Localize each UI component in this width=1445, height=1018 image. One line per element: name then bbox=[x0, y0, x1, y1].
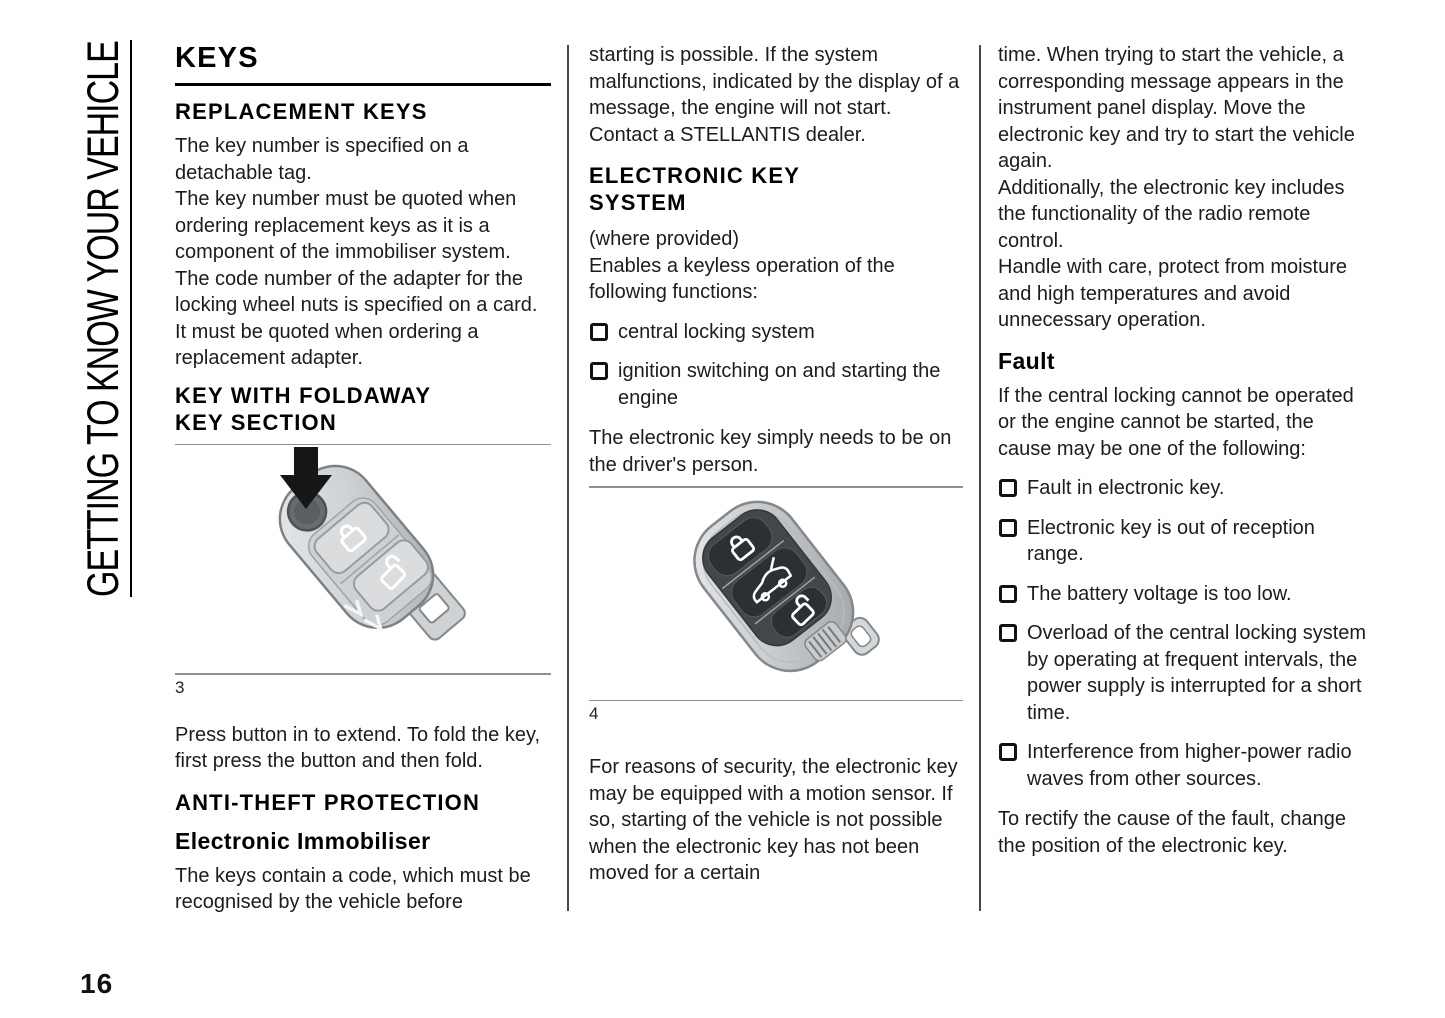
subsection-heading-immobiliser: Electronic Immobiliser bbox=[175, 827, 431, 854]
heading-line: ELECTRONIC KEY bbox=[589, 163, 801, 188]
subsection-heading-fault: Fault bbox=[998, 347, 1055, 374]
square-bullet-icon bbox=[999, 519, 1017, 537]
square-bullet-icon bbox=[590, 362, 608, 380]
paragraph: Enables a keyless operation of the following functions: bbox=[589, 254, 895, 303]
paragraph: If the central locking cannot be operated or the engine cannot be started, the cause may be one of the following: bbox=[998, 384, 1354, 460]
column-divider bbox=[979, 45, 981, 911]
paragraph: The keys contain a code, which must be recognised by the vehicle before bbox=[175, 864, 531, 913]
list-item-text: central locking system bbox=[618, 320, 815, 343]
column-right bbox=[998, 42, 1371, 859]
figure-bottom-rule bbox=[175, 673, 551, 675]
list-item bbox=[998, 739, 1371, 792]
list-item bbox=[589, 319, 963, 346]
chapter-title: KEYS bbox=[175, 42, 259, 74]
square-bullet-icon bbox=[999, 479, 1017, 497]
list-item-text: Fault in electronic key. bbox=[1027, 477, 1225, 499]
paragraph: (where provided) bbox=[589, 228, 740, 250]
electronic-key-illustration bbox=[589, 488, 963, 700]
square-bullet-icon bbox=[999, 624, 1017, 642]
list-item bbox=[589, 358, 963, 411]
heading-line: KEY WITH FOLDAWAY bbox=[175, 382, 432, 408]
paragraph: Additionally, the electronic key includes the functionality of the radio remote control. bbox=[998, 176, 1345, 252]
section-heading-foldaway-key bbox=[175, 382, 551, 436]
figure-bottom-rule bbox=[589, 700, 963, 702]
paragraph: Press button in to extend. To fold the key, first press the button and then fold. bbox=[175, 723, 541, 772]
paragraph: The key number is specified on a detachable tag. bbox=[175, 135, 469, 184]
figure-3 bbox=[175, 444, 551, 698]
heading-line: KEY SECTION bbox=[175, 409, 337, 435]
square-bullet-icon bbox=[590, 323, 608, 341]
paragraph: The key number must be quoted when ordering replacement keys as it is a component of the immobiliser system. bbox=[175, 188, 517, 263]
list-item-text: Electronic key is out of reception range. bbox=[1027, 516, 1315, 565]
figure-number: 4 bbox=[589, 704, 599, 723]
list-item bbox=[998, 475, 1371, 502]
section-heading-replacement-keys: REPLACEMENT KEYS bbox=[175, 99, 428, 124]
column-middle bbox=[589, 42, 963, 887]
electronic-key-figure bbox=[589, 488, 963, 700]
page-number: 16 bbox=[80, 968, 114, 999]
column-left bbox=[175, 42, 551, 916]
paragraph: Handle with care, protect from moisture and high temperatures and avoid unnecessary operation. bbox=[998, 256, 1348, 331]
figure-4 bbox=[589, 486, 963, 724]
list-item bbox=[998, 515, 1371, 568]
paragraph: For reasons of security, the electronic key may be equipped with a motion sensor. If so, starting of the vehicle is not possible when the electronic key has not been moved for a certain bbox=[589, 756, 958, 884]
figure-number: 3 bbox=[175, 677, 185, 697]
list-item-text: Interference from higher-power radio waves from other sources. bbox=[1027, 741, 1352, 790]
list-item-text: The battery voltage is too low. bbox=[1027, 582, 1292, 605]
list-item bbox=[998, 581, 1371, 608]
square-bullet-icon bbox=[999, 743, 1017, 761]
paragraph: time. When trying to start the vehicle, a corresponding message appears in the instrument panel display. Move the electronic key and try to start the vehicle again. bbox=[998, 44, 1355, 172]
paragraph: To rectify the cause of the fault, change the position of the electronic key. bbox=[998, 808, 1346, 857]
heading-line: SYSTEM bbox=[589, 190, 687, 215]
title-rule bbox=[175, 83, 551, 86]
list-item-text: ignition switching on and starting the engine bbox=[618, 360, 941, 409]
sidebar-text: GETTING TO KNOW YOUR VEHICLE bbox=[78, 41, 129, 597]
foldaway-key-figure bbox=[175, 445, 551, 673]
column-divider bbox=[567, 45, 569, 911]
square-bullet-icon bbox=[999, 585, 1017, 603]
foldaway-key-illustration bbox=[175, 445, 551, 673]
section-heading-electronic-key-system bbox=[589, 162, 963, 216]
paragraph: starting is possible. If the system malfunctions, indicated by the display of a message, the engine will not start. Contact a STELLANTIS dealer. bbox=[589, 44, 960, 146]
section-heading-anti-theft: ANTI-THEFT PROTECTION bbox=[175, 789, 481, 815]
list-item bbox=[998, 620, 1371, 726]
chapter-sidebar-label bbox=[78, 40, 132, 597]
paragraph: The electronic key simply needs to be on the driver's person. bbox=[589, 427, 952, 476]
list-item-text: Overload of the central locking system by operating at frequent intervals, the power supply is interrupted for a short time. bbox=[1027, 622, 1367, 724]
paragraph: The code number of the adapter for the locking wheel nuts is specified on a card. It must be quoted when ordering a replacement adapter. bbox=[175, 267, 538, 369]
